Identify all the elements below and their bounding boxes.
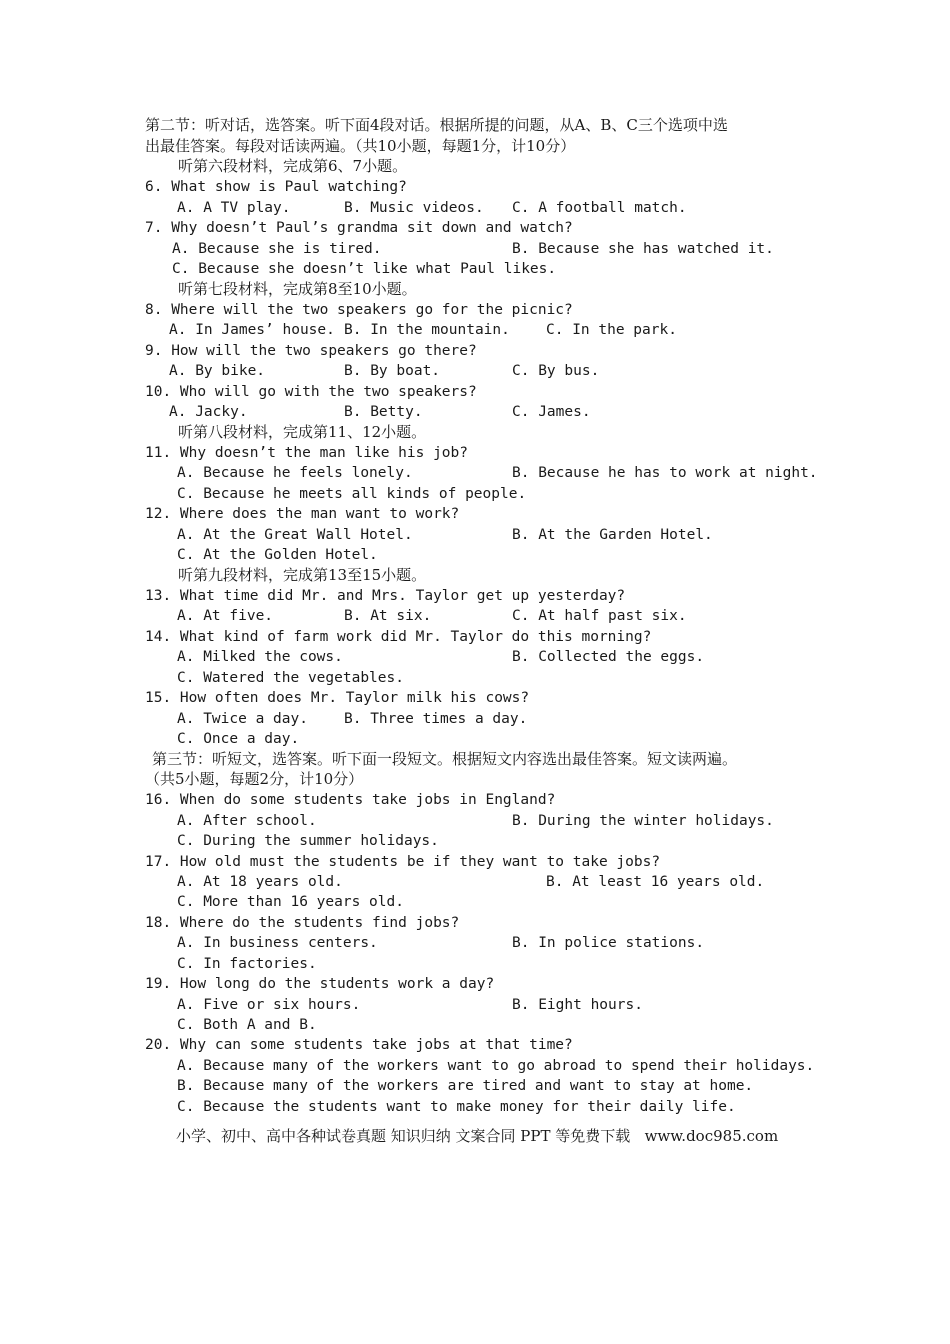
section3-header-line1: 第三节：听短文，选答案。听下面一段短文。根据短文内容选出最佳答案。短文读两遍。 [152,750,738,768]
q13-option-a: A. At five. [177,608,274,624]
q20-stem: 20. Why can some students take jobs at that time? [145,1037,573,1053]
q14-stem: 14. What kind of farm work did Mr. Taylor do this morning? [145,629,652,645]
q16-option-c: C. During the summer holidays. [177,833,439,849]
material-8-instruction: 听第八段材料，完成第11、12小题。 [178,423,427,441]
q19-option-b: B. Eight hours. [512,997,643,1013]
q19-option-a: A. Five or six hours. [177,997,361,1013]
q15-option-c: C. Once a day. [177,731,300,747]
q16-stem: 16. When do some students take jobs in England? [145,792,556,808]
q13-option-c: C. At half past six. [512,608,687,624]
q20-option-b: B. Because many of the workers are tired and want to stay at home. [177,1078,754,1094]
q10-stem: 10. Who will go with the two speakers? [145,384,477,400]
q18-stem: 18. Where do the students find jobs? [145,915,460,931]
q14-option-c: C. Watered the vegetables. [177,670,404,686]
section2-header-line2: 出最佳答案。每段对话读两遍。（共10小题，每题1分，计10分） [145,137,576,155]
q9-stem: 9. How will the two speakers go there? [145,343,477,359]
q11-stem: 11. Why doesn’t the man like his job? [145,445,469,461]
q20-option-a: A. Because many of the workers want to go abroad to spend their holidays. [177,1058,815,1074]
q12-option-a: A. At the Great Wall Hotel. [177,527,413,543]
q14-option-a: A. Milked the cows. [177,649,343,665]
material-7-instruction: 听第七段材料，完成第8至10小题。 [178,280,417,298]
section3-header-line2: （共5小题，每题2分，计10分） [145,770,364,788]
material-6-instruction: 听第六段材料，完成第6、7小题。 [178,157,408,175]
q6-option-a: A. A TV play. [177,200,291,216]
q10-option-c: C. James. [512,404,591,420]
q13-stem: 13. What time did Mr. and Mrs. Taylor get up yesterday? [145,588,626,604]
q7-option-b: B. Because she has watched it. [512,241,774,257]
q12-option-b: B. At the Garden Hotel. [512,527,713,543]
q17-stem: 17. How old must the students be if they want to take jobs? [145,854,661,870]
q16-option-a: A. After school. [177,813,317,829]
q18-option-b: B. In police stations. [512,935,705,951]
material-9-instruction: 听第九段材料，完成第13至15小题。 [178,566,427,584]
q9-option-c: C. By bus. [512,363,600,379]
q10-option-b: B. Betty. [344,404,423,420]
q8-stem: 8. Where will the two speakers go for the picnic? [145,302,573,318]
q8-option-b: B. In the mountain. [344,322,510,338]
q18-option-c: C. In factories. [177,956,317,972]
q12-stem: 12. Where does the man want to work? [145,506,460,522]
q9-option-b: B. By boat. [344,363,441,379]
q15-stem: 15. How often does Mr. Taylor milk his cows? [145,690,530,706]
q6-option-c: C. A football match. [512,200,687,216]
q12-option-c: C. At the Golden Hotel. [177,547,378,563]
q15-option-b: B. Three times a day. [344,711,528,727]
q7-option-c: C. Because she doesn’t like what Paul likes. [172,261,557,277]
q11-option-a: A. Because he feels lonely. [177,465,413,481]
q19-stem: 19. How long do the students work a day? [145,976,495,992]
q7-option-a: A. Because she is tired. [172,241,382,257]
q11-option-c: C. Because he meets all kinds of people. [177,486,527,502]
q8-option-a: A. In James’ house. [169,322,335,338]
q18-option-a: A. In business centers. [177,935,378,951]
q16-option-b: B. During the winter holidays. [512,813,774,829]
footer-link[interactable]: 小学、初中、高中各种试卷真题 知识归纳 文案合同 PPT 等免费下载 www.doc985.com [176,1127,779,1145]
q10-option-a: A. Jacky. [169,404,248,420]
section2-header-line1: 第二节：听对话，选答案。听下面4段对话。根据所提的问题，从A、B、C三个选项中选 [145,116,728,134]
q20-option-c: C. Because the students want to make money for their daily life. [177,1099,736,1115]
q19-option-c: C. Both A and B. [177,1017,317,1033]
q17-option-a: A. At 18 years old. [177,874,343,890]
q8-option-c: C. In the park. [546,322,677,338]
q13-option-b: B. At six. [344,608,432,624]
q11-option-b: B. Because he has to work at night. [512,465,818,481]
q7-stem: 7. Why doesn’t Paul’s grandma sit down and watch? [145,220,573,236]
q14-option-b: B. Collected the eggs. [512,649,705,665]
q17-option-b: B. At least 16 years old. [546,874,765,890]
q9-option-a: A. By bike. [169,363,266,379]
q6-stem: 6. What show is Paul watching? [145,179,407,195]
q15-option-a: A. Twice a day. [177,711,308,727]
q17-option-c: C. More than 16 years old. [177,894,404,910]
q6-option-b: B. Music videos. [344,200,484,216]
